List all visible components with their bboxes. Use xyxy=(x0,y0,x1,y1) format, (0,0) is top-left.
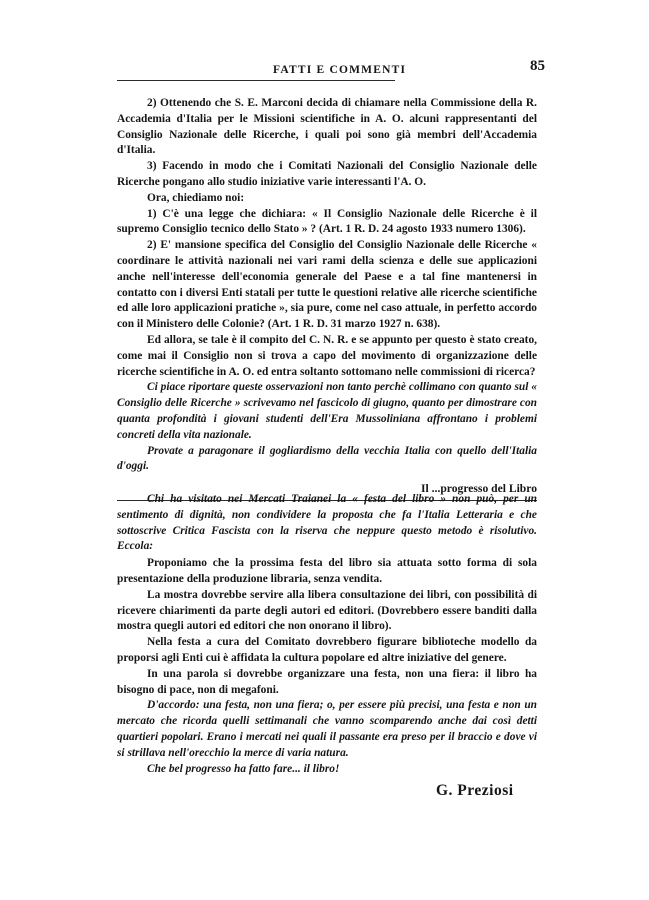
running-title: FATTI E COMMENTI xyxy=(273,64,407,76)
section-quote-2: La mostra dovrebbe servire alla libera consultazione dei libri, con possibilità di ricevere chiarimenti da parte degli autori ed editori. (Dovrebbero essere banditi dalla mostra quegli autori ed editori che non onorano il libro). xyxy=(117,588,537,633)
paragraph-point-3: 3) Facendo in modo che i Comitati Nazionali del Consiglio Nazionale delle Ricerche pongano allo studio iniziative varie interessanti l'A. O. xyxy=(117,160,537,188)
paragraph-question-1: 1) C'è una legge che dichiara: « Il Consiglio Nazionale delle Ricerche è il supremo Consiglio tecnico dello Stato » ? (Art. 1 R. D. 24 agosto 1933 numero 1306). xyxy=(117,207,537,236)
section-quote-4: In una parola si dovrebbe organizzare una festa, non una fiera: il libro ha bisogno di pace, non di megafoni. xyxy=(117,667,537,696)
header-rule xyxy=(117,80,395,81)
section-closing: Che bel progresso ha fatto fare... il libro! xyxy=(147,762,340,775)
section-quote-3: Nella festa a cura del Comitato dovrebbero figurare biblioteche modello da proporsi agli Enti cui è affidata la cultura popolare ed altre iniziative del genere. xyxy=(117,636,537,664)
paragraph-conclusion: Ed allora, se tale è il compito del C. N. R. e se appunto per questo è stato creato, come mai il Consiglio non si trova a capo del movimento di organizzazione delle ricerche scientifiche in A. O. ed entra soltanto sottomano nelle commissioni di ricerca? xyxy=(117,333,537,378)
paragraph-question-intro: Ora, chiediamo noi: xyxy=(147,191,245,204)
paragraph-question-2: 2) E' mansione specifica del Consiglio del Consiglio Nazionale delle Ricerche « coordinare le attività nazionali nei vari rami della scienza e delle sue applicazioni anche nell'interesse dell'economia generale del Paese e a tal fine mantenersi in contatto con i diversi Enti statali per tutte le questioni relative alle ricerche scientifiche ed alle loro applicazioni pratiche », sia pure, come nel caso attuale, in perfetto accordo con il Ministero delle Colonie? (Art. 1 R. D. 31 marzo 1927 n. 638). xyxy=(117,239,537,331)
section-heading: Il ...progresso del Libro xyxy=(421,482,537,496)
section-comment: D'accordo: una festa, non una fiera; o, per essere più precisi, una festa e non un mercato che ricorda quelli settimanali che vanno scomparendo anche dai così detti quartieri popolari. Erano i mercati nei quali il passante era preso per il braccio e dove vi si strillava nell'orecchio la merce di varia natura. xyxy=(117,699,537,759)
section-quote-1: Proponiamo che la prossima festa del libro sia attuata sotto forma di sola presentazione della produzione libraria, senza vendita. xyxy=(117,557,537,585)
section-intro: Chi ha visitato nei Mercati Traianei la « festa del libro » non può, per un sentimento di dignità, non condividere la proposta che fa l'Italia Letteraria e che sottoscrive Critica Fascista con la riserva che neppure questo metodo è risolutivo. Eccola: xyxy=(117,493,537,553)
paragraph-editorial-closing: Provate a paragonare il gogliardismo della vecchia Italia con quello dell'Italia d'oggi. xyxy=(117,444,537,473)
page-number: 85 xyxy=(530,58,545,74)
paragraph-editorial-comment: Ci piace riportare queste osservazioni non tanto perchè collimano con quanto sul « Consiglio delle Ricerche » scrivevamo nel fascicolo di giugno, quanto per dimostrare con quanta profondità i giovani studenti dell'Era Mussoliniana affrontano i problemi concreti della vita nazionale. xyxy=(117,381,537,441)
page-header xyxy=(117,58,545,80)
author-signature: G. Preziosi xyxy=(436,782,514,799)
paragraph-point-2: 2) Ottenendo che S. E. Marconi decida di chiamare nella Commissione della R. Accademia d'Italia per le Missioni scientifiche in A. O. alcuni rappresentanti del Consiglio Nazionale delle Ricerche, i quali poi sono già membri dell'Accademia d'Italia. xyxy=(117,97,537,157)
section-body xyxy=(117,492,537,777)
article-body xyxy=(117,96,537,501)
